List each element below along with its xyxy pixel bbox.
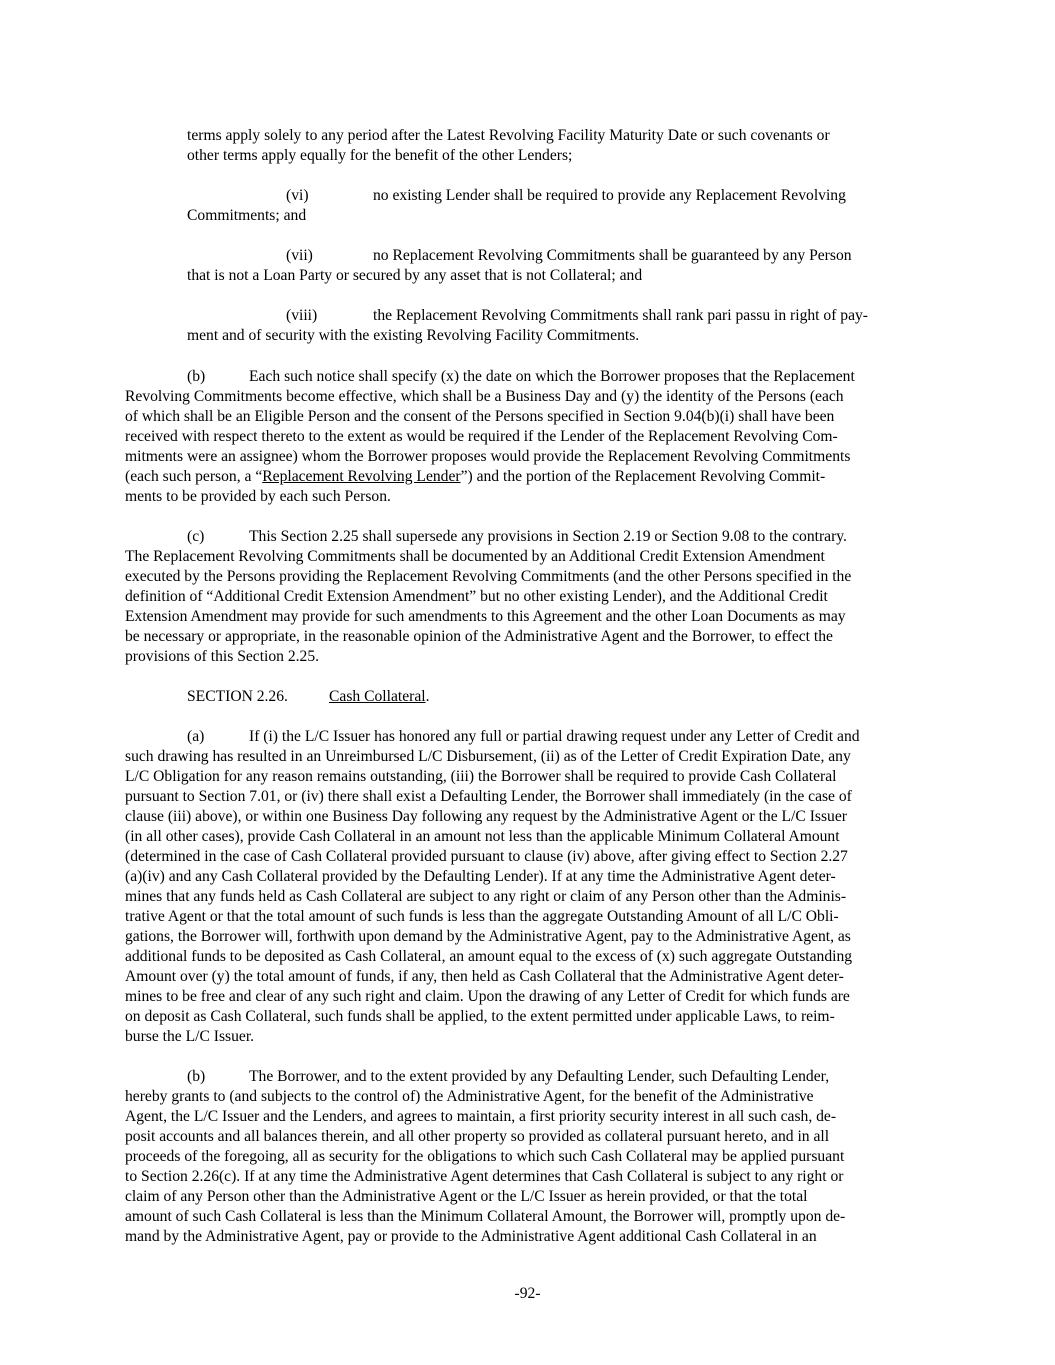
paragraph-label: (c): [187, 528, 205, 545]
text-line: be necessary or appropriate, in the reasonable opinion of the Administrative Agent and the Borrower, to effect the: [125, 628, 833, 645]
text-line: mines that any funds held as Cash Collateral are subject to any right or claim of any Person other than the Adminis-: [125, 888, 847, 905]
text-line: other terms apply equally for the benefit of the other Lenders;: [187, 147, 573, 164]
text-line: mand by the Administrative Agent, pay or provide to the Administrative Agent additional Cash Collateral in an: [125, 1228, 817, 1245]
text-line: the Replacement Revolving Commitments shall rank pari passu in right of pay-: [373, 307, 869, 324]
text-line: trative Agent or that the total amount of such funds is less than the aggregate Outstanding Amount of all L/C Obli-: [125, 908, 839, 925]
clause-label: (vii): [286, 247, 313, 264]
text-line: definition of “Additional Credit Extension Amendment” but no other existing Lender), and the Additional Credit: [125, 588, 828, 605]
text-line: L/C Obligation for any reason remains outstanding, (iii) the Borrower shall be required to provide Cash Collateral: [125, 768, 837, 785]
text-line: (a)(iv) and any Cash Collateral provided by the Defaulting Lender). If at any time the Administrative Agent deter-: [125, 868, 836, 885]
clause-vii: [187, 246, 852, 286]
text-line: ments to be provided by each such Person.: [125, 488, 391, 505]
text-line: hereby grants to (and subjects to the control of) the Administrative Agent, for the benefit of the Administrative: [125, 1088, 814, 1105]
text-line: gations, the Borrower will, forthwith upon demand by the Administrative Agent, pay to the Administrative Agent, as: [125, 928, 851, 945]
paragraph-c: [125, 527, 851, 667]
text-line: (in all other cases), provide Cash Collateral in an amount not less than the applicable Minimum Collateral Amount: [125, 828, 840, 845]
text-line: amount of such Cash Collateral is less than the Minimum Collateral Amount, the Borrower will, promptly upon de-: [125, 1208, 846, 1225]
text-line: (determined in the case of Cash Collateral provided pursuant to clause (iv) above, after giving effect to Section 2.27: [125, 848, 848, 865]
text-line: executed by the Persons providing the Replacement Revolving Commitments (and the other Persons specified in the: [125, 568, 852, 585]
text-line: ment and of security with the existing Revolving Facility Commitments.: [187, 327, 640, 344]
text-line: [125, 367, 855, 387]
text-line: burse the L/C Issuer.: [125, 1028, 255, 1045]
continuation-paragraph: [187, 126, 830, 166]
text-line: claim of any Person other than the Administrative Agent or the L/C Issuer as herein provided, or that the total: [125, 1188, 808, 1205]
text-line: [125, 727, 860, 747]
text-line: that is not a Loan Party or secured by any asset that is not Collateral; and: [187, 267, 643, 284]
section-number: SECTION 2.26.: [187, 688, 288, 705]
paragraph-label: (a): [187, 728, 205, 745]
text-segment: ”) and the portion of the Replacement Revolving Commit-: [460, 468, 826, 485]
text-line: Each such notice shall specify (x) the date on which the Borrower proposes that the Replacement: [249, 368, 855, 385]
text-line: Extension Amendment may provide for such amendments to this Agreement and the other Loan Documents as may: [125, 608, 846, 625]
text-line: proceeds of the foregoing, all as security for the obligations to which such Cash Collateral may be applied pursuant: [125, 1148, 845, 1165]
text-segment: (each such person, a “: [125, 468, 263, 485]
text-line: mitments were an assignee) whom the Borrower proposes would provide the Replacement Revolving Commitments: [125, 448, 851, 465]
text-line: additional funds to be deposited as Cash Collateral, an amount equal to the excess of (x) such aggregate Outstanding: [125, 948, 853, 965]
text-line: [125, 467, 855, 487]
text-line: no existing Lender shall be required to provide any Replacement Revolving: [373, 187, 846, 204]
text-line: provisions of this Section 2.25.: [125, 648, 320, 665]
text-line: [125, 527, 851, 547]
text-line: The Borrower, and to the extent provided by any Defaulting Lender, such Defaulting Lender,: [249, 1068, 830, 1085]
text-line: [187, 246, 852, 266]
text-line: pursuant to Section 7.01, or (iv) there shall exist a Defaulting Lender, the Borrower shall immediately (in the case of: [125, 788, 852, 805]
text-line: such drawing has resulted in an Unreimbursed L/C Disbursement, (ii) as of the Letter of Credit Expiration Date, any: [125, 748, 851, 765]
text-line: Amount over (y) the total amount of funds, if any, then held as Cash Collateral that the Administrative Agent deter-: [125, 968, 844, 985]
section-title-period: .: [425, 688, 430, 705]
text-line: posit accounts and all balances therein, and all other property so provided as collateral pursuant hereto, and in all: [125, 1128, 830, 1145]
clause-vi: [187, 186, 846, 226]
text-line: no Replacement Revolving Commitments shall be guaranteed by any Person: [373, 247, 852, 264]
text-line: If (i) the L/C Issuer has honored any full or partial drawing request under any Letter of Credit and: [249, 728, 860, 745]
text-line: mines to be free and clear of any such right and claim. Upon the drawing of any Letter of Credit for which funds are: [125, 988, 850, 1005]
text-line: Revolving Commitments become effective, which shall be a Business Day and (y) the identity of the Persons (each: [125, 388, 844, 405]
text-line: clause (iii) above), or within one Business Day following any request by the Administrative Agent or the L/C Issuer: [125, 808, 847, 825]
section-heading: [187, 687, 429, 707]
paragraph-226a: [125, 727, 860, 1047]
page-number: -92-: [514, 1285, 541, 1302]
paragraph-b: [125, 367, 855, 507]
text-line: [187, 687, 429, 707]
text-line: [125, 1067, 845, 1087]
text-line: to Section 2.26(c). If at any time the Administrative Agent determines that Cash Collateral is subject to any right or: [125, 1168, 844, 1185]
text-line: [187, 186, 846, 206]
text-line: Commitments; and: [187, 207, 307, 224]
text-line: Agent, the L/C Issuer and the Lenders, and agrees to maintain, a first priority security interest in all such cash, de-: [125, 1108, 837, 1125]
paragraph-label: (b): [187, 368, 206, 385]
clause-label: (vi): [286, 187, 309, 204]
defined-term: Replacement Revolving Lender: [262, 468, 461, 485]
text-line: The Replacement Revolving Commitments shall be documented by an Additional Credit Extension Amendment: [125, 548, 825, 565]
text-line: terms apply solely to any period after the Latest Revolving Facility Maturity Date or such covenants or: [187, 127, 830, 144]
text-line: [187, 306, 868, 326]
section-title: Cash Collateral: [329, 688, 426, 705]
text-line: of which shall be an Eligible Person and the consent of the Persons specified in Section 9.04(b)(i) shall have been: [125, 408, 835, 425]
text-line: on deposit as Cash Collateral, such funds shall be applied, to the extent permitted under applicable Laws, to reim-: [125, 1008, 835, 1025]
paragraph-label: (b): [187, 1068, 206, 1085]
clause-viii: [187, 306, 868, 346]
text-line: This Section 2.25 shall supersede any provisions in Section 2.19 or Section 9.08 to the contrary.: [249, 528, 847, 545]
clause-label: (viii): [286, 307, 318, 324]
text-line: received with respect thereto to the extent as would be required if the Lender of the Replacement Revolving Com-: [125, 428, 838, 445]
paragraph-226b: [125, 1067, 845, 1247]
